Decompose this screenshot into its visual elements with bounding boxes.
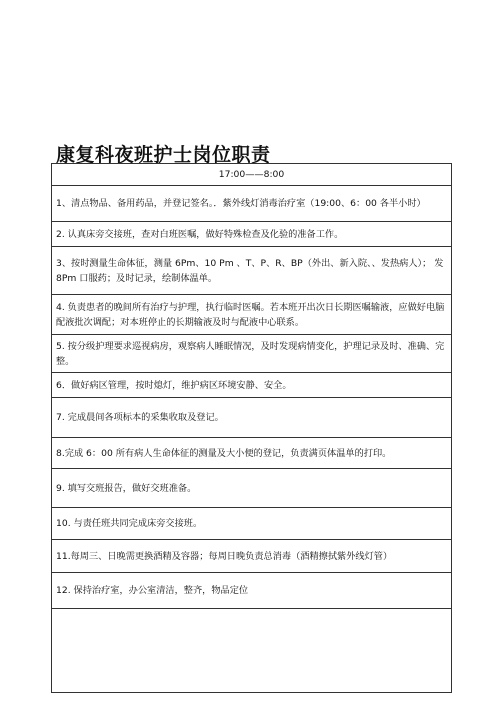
duty-row-4 bbox=[52, 295, 452, 335]
header-row bbox=[52, 164, 452, 186]
duty-item: 2. 认真床旁交接班，查对白班医嘱，做好特殊检查及化验的准备工作。 bbox=[52, 222, 452, 247]
duty-item: 4. 负责患者的晚间所有治疗与护理，执行临时医嘱。若本班开出次日长期医嘱输液，应做好电脑配液批次调配；对本班停止的长期输液及时与配液中心联系。 bbox=[52, 295, 452, 335]
duty-item: 7. 完成晨间各项标本的采集收取及登记。 bbox=[52, 398, 452, 438]
duty-row-9 bbox=[52, 469, 452, 508]
duty-row-1 bbox=[52, 186, 452, 222]
page-title: 康复科夜班护士岗位职责 bbox=[56, 144, 271, 166]
duty-row-7 bbox=[52, 398, 452, 438]
duty-item: 5. 按分级护理要求巡视病房，观察病人睡眠情况，及时发现病情变化，护理记录及时、准确、完整。 bbox=[52, 335, 452, 373]
blank-row bbox=[52, 609, 452, 693]
duty-row-10 bbox=[52, 508, 452, 540]
duty-row-5 bbox=[52, 335, 452, 373]
time-range: 17:00——8:00 bbox=[52, 164, 452, 186]
duty-row-3 bbox=[52, 247, 452, 295]
duty-table bbox=[51, 163, 452, 693]
duty-row-11 bbox=[52, 540, 452, 573]
duty-item: 3、按时测量生命体征，测量 6Pm、10 Pm 、T、P、R、BP（外出、新入院、、发热病人）； 发 8Pm 口服药；及时记录，绘制体温单。 bbox=[52, 247, 452, 295]
duty-row-2 bbox=[52, 222, 452, 247]
duty-item: 6．做好病区管理，按时熄灯，维护病区环境安静、安全。 bbox=[52, 373, 452, 398]
duty-item: 8.完成 6：00 所有病人生命体征的测量及大小便的登记，负责满页体温单的打印。 bbox=[52, 438, 452, 469]
blank-cell bbox=[52, 609, 452, 693]
duty-row-8 bbox=[52, 438, 452, 469]
duty-item: 10. 与责任班共同完成床旁交接班。 bbox=[52, 508, 452, 540]
duty-item: 1、清点物品、备用药品，并登记签名。．紫外线灯消毒治疗室（19:00、6：00 各半小时） bbox=[52, 186, 452, 222]
duty-item: 11.每周三、日晚需更换酒精及容器；每周日晚负责总消毒（酒精擦拭紫外线灯管） bbox=[52, 540, 452, 573]
duty-row-12 bbox=[52, 573, 452, 609]
duty-row-6 bbox=[52, 373, 452, 398]
duty-item: 9. 填写交班报告，做好交班准备。 bbox=[52, 469, 452, 508]
duty-item: 12. 保持治疗室，办公室清洁，整齐，物品定位 bbox=[52, 573, 452, 609]
